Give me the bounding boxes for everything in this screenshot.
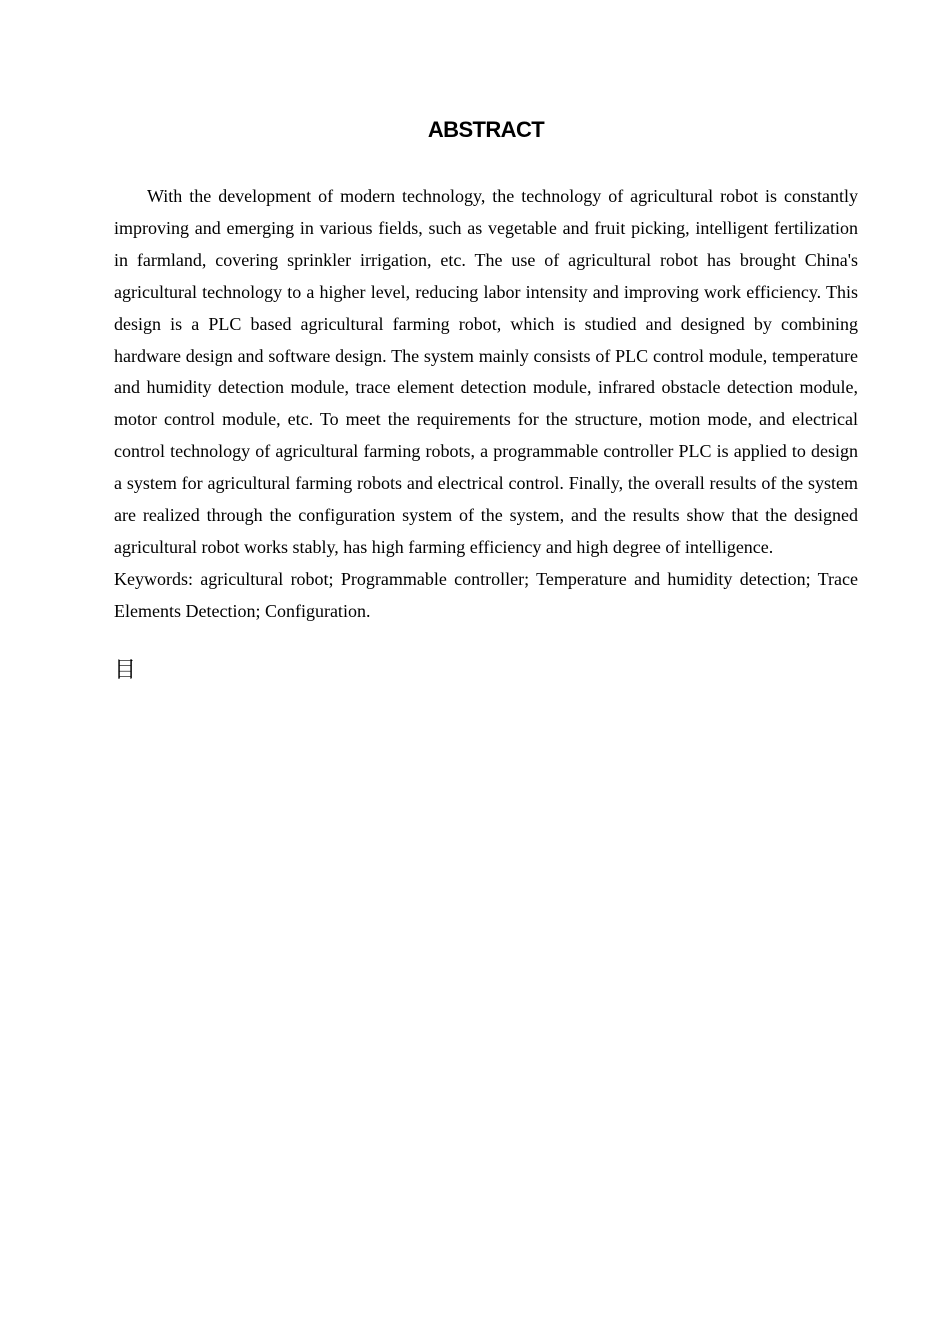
abstract-title: ABSTRACT [427, 117, 545, 142]
abstract-body [114, 181, 858, 628]
abstract-paragraph: With the development of modern technology, the technology of agricultural robot is constantly improving and emerging in various fields, such as vegetable and fruit picking, intelligent fertilization in farmland, covering sprinkler irrigation, etc. The use of agricultural robot has brought China's agricultural technology to a higher level, reducing labor intensity and improving work efficiency. This design is a PLC based agricultural farming robot, which is studied and designed by combining hardware design and software design. The system mainly consists of PLC control module, temperature and humidity detection module, trace element detection module, infrared obstacle detection module, motor control module, etc. To meet the requirements for the structure, motion mode, and electrical control technology of agricultural farming robots, a programmable controller PLC is applied to design a system for agricultural farming robots and electrical control. Finally, the overall results of the system are realized through the configuration system of the system, and the results show that the designed agricultural robot works stably, has high farming efficiency and high degree of intelligence. [114, 186, 858, 557]
contents-heading-fragment: 目 [114, 658, 137, 683]
keywords-paragraph: Keywords: agricultural robot; Programmable controller; Temperature and humidity detection; Trace Elements Detection; Configuration. [114, 568, 858, 621]
